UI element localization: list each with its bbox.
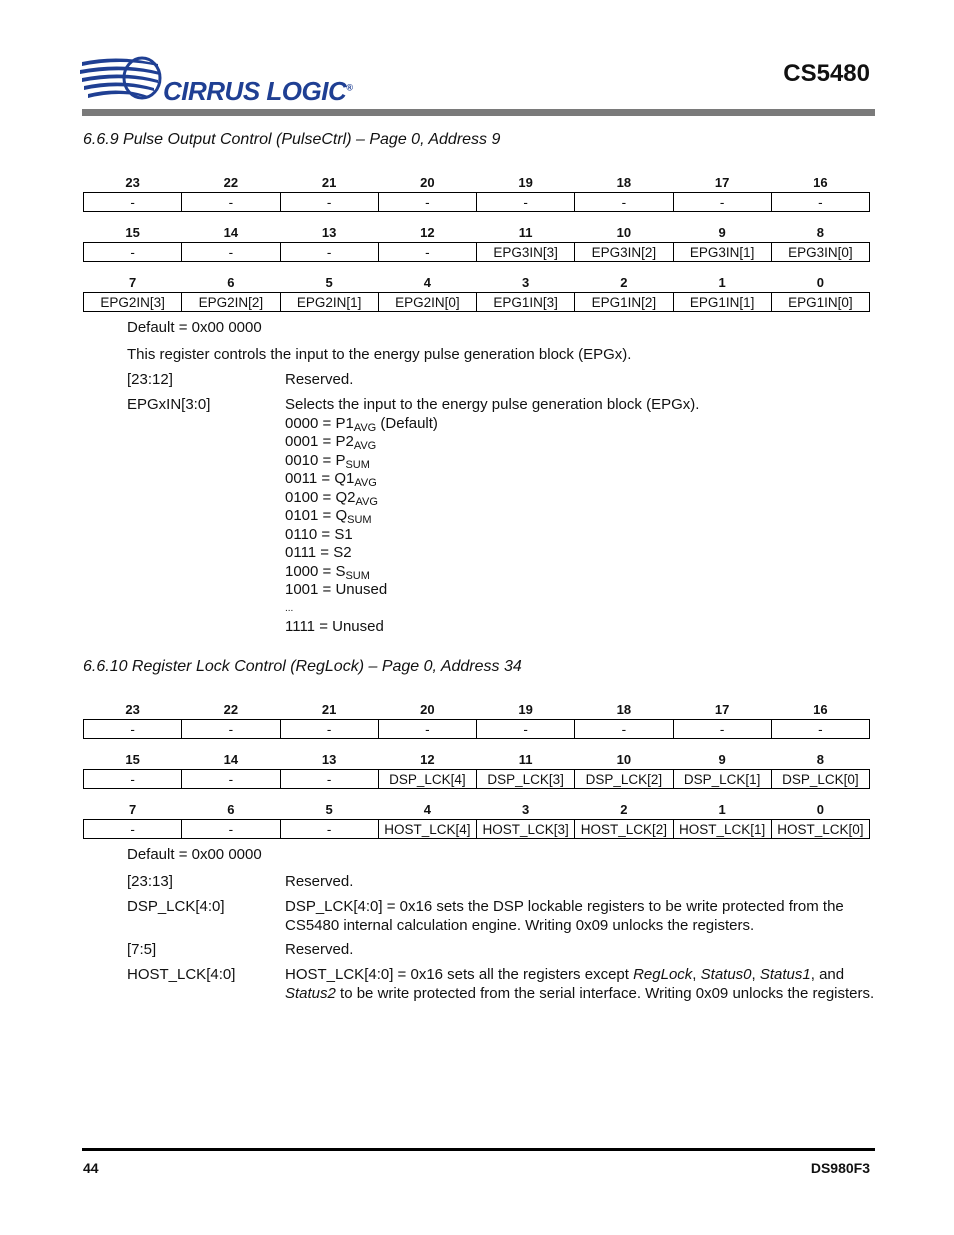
bit-field-cell: - [182,193,280,212]
bit-number: 23 [125,702,140,717]
bit-number: 1 [718,275,726,290]
dsp-lck-label: DSP_LCK[4:0] [127,898,225,915]
part-number: CS5480 [783,60,870,87]
option-item: $0010 = P_{SUM}$ [285,451,370,471]
bit-field-cell: - [477,720,575,739]
bit-field-cell: EPG1IN[2] [575,293,673,312]
bit-field-cell: - [378,193,476,212]
bit-field-cell: DSP_LCK[3] [477,770,575,789]
pulsectrl-intro: This register controls the input to the energy pulse generation block (EPGx). [127,346,632,363]
host-lck-label: HOST_LCK[4:0] [127,966,236,983]
bit-number: 8 [816,225,824,240]
option-item: 0111 = S2 [285,544,352,561]
bit-field-cell: HOST_LCK[0] [771,820,869,839]
bit-number: 9 [718,752,726,767]
bit-field-cell: DSP_LCK[1] [673,770,771,789]
bit-field-cell: EPG2IN[0] [378,293,476,312]
bit-number: 6 [227,275,235,290]
bit-number: 4 [423,275,431,290]
bit-field-cell: HOST_LCK[2] [575,820,673,839]
bit-number: 3 [522,275,530,290]
bit-field-cell: - [84,193,182,212]
bit-field-cell: HOST_LCK[1] [673,820,771,839]
bit-number-row [84,745,870,770]
bit-number: 2 [620,802,628,817]
reglock-reserved1-label: [23:13] [127,873,173,890]
bit-field-cell: EPG3IN[0] [771,243,869,262]
option-item: 1001 = Unused [285,581,388,598]
bit-number: 3 [522,802,530,817]
bit-number: 0 [816,802,824,817]
bit-number: 13 [321,752,337,767]
option-list [285,415,875,600]
bit-field-cell: - [771,193,869,212]
bit-field-row [84,293,870,312]
bit-number: 16 [813,702,828,717]
bit-number: 15 [125,752,140,767]
bit-number: 18 [616,175,632,190]
bit-field-cell: - [182,820,280,839]
bit-field-cell: - [84,720,182,739]
bit-field-cell: - [673,720,771,739]
bit-field-cell: - [182,770,280,789]
bit-number: 15 [125,225,140,240]
reglock-reserved2-text: Reserved. [285,941,354,958]
bit-field-cell: EPG3IN[2] [575,243,673,262]
bit-field-cell: DSP_LCK[4] [378,770,476,789]
bit-number: 19 [518,175,533,190]
bit-number: 6 [227,802,235,817]
pulsectrl-field-desc [285,396,875,636]
pulsectrl-register-table [83,168,870,312]
bit-number: 7 [129,802,137,817]
bit-number-row [84,695,870,720]
bit-number: 20 [420,175,435,190]
bit-number: 12 [420,752,435,767]
bit-number: 19 [518,702,533,717]
footer-rule [82,1148,875,1151]
option-item: $0100 = Q2_{AVG}$ [285,488,378,508]
option-ellipsis: ... [285,602,294,614]
bit-number: 8 [816,752,824,767]
bit-field-row [84,193,870,212]
option-item: $0000 = P1_{AVG}$ (Default) [285,414,438,434]
bit-number: 2 [620,275,628,290]
bit-field-cell: - [477,193,575,212]
bit-number: 16 [813,175,828,190]
bit-number: 21 [321,175,337,190]
bit-number: 4 [423,802,431,817]
option-item: $0101 = Q_{SUM}$ [285,507,372,526]
pulsectrl-default: Default = 0x00 0000 [127,319,262,336]
bit-number: 22 [223,175,239,190]
logo-wordmark: CIRRUS LOGIC® [163,76,353,106]
bit-field-cell: EPG2IN[3] [84,293,182,312]
bit-field-cell: EPG2IN[1] [280,293,378,312]
dsp-lck-text: DSP_LCK[4:0] = 0x16 sets the DSP lockable registers to be write protected from the CS5480 internal calculation engine. Writing 0x09 unlocks the registers. [285,898,844,934]
bit-field-cell: EPG2IN[2] [182,293,280,312]
bit-number: 10 [616,752,632,767]
bit-number: 17 [714,175,730,190]
bit-number: 1 [718,802,726,817]
header-rule [82,109,875,116]
option-item: 0110 = S1 [285,525,353,543]
bit-number: 7 [129,275,137,290]
bit-number: 12 [420,225,435,240]
reglock-default: Default = 0x00 0000 [127,846,262,863]
option-item: $0001 = P2_{AVG}$ [285,433,377,452]
bit-number: 14 [223,752,239,767]
bit-field-cell: - [378,720,476,739]
bit-number-row [84,168,870,193]
bit-field-cell: EPG1IN[3] [477,293,575,312]
bit-field-cell: DSP_LCK[2] [575,770,673,789]
bit-number: 11 [518,225,533,240]
reglock-reserved1-text: Reserved. [285,873,354,890]
bit-field-row [84,770,870,789]
document-number: DS980F3 [810,1160,870,1176]
bit-field-cell: - [182,243,280,262]
bit-field-cell: - [575,193,673,212]
bit-field-cell: - [771,720,869,739]
bit-field-row [84,820,870,839]
bit-field-row [84,243,870,262]
bit-number: 18 [616,702,632,717]
bit-number: 9 [718,225,726,240]
bit-field-cell: - [84,770,182,789]
pulsectrl-reserved-text: Reserved. [285,371,354,388]
pulsectrl-field-label: EPGxIN[3:0] [127,396,211,413]
bit-field-cell: - [280,820,378,839]
field-text: Selects the input to the energy pulse generation block (EPGx). [285,396,700,413]
bit-field-cell: - [280,770,378,789]
bit-field-cell: HOST_LCK[4] [378,820,476,839]
bit-field-cell: HOST_LCK[3] [477,820,575,839]
bit-number: 13 [321,225,337,240]
bit-field-cell: - [378,243,476,262]
bit-field-cell: - [182,720,280,739]
bit-number: 11 [518,752,533,767]
bit-field-cell: - [280,243,378,262]
bit-field-cell: - [84,243,182,262]
option-item: $1000 = S_{SUM}$ [285,562,370,582]
bit-number-row [84,268,870,293]
bit-number: 10 [616,225,632,240]
bit-number: 5 [325,802,333,817]
bit-number: 5 [325,275,333,290]
bit-field-cell: EPG3IN[3] [477,243,575,262]
bit-field-cell: EPG3IN[1] [673,243,771,262]
bit-number: 23 [125,175,140,190]
bit-field-cell: - [575,720,673,739]
bit-number: 17 [714,702,730,717]
bit-number: 22 [223,702,239,717]
bit-number: 20 [420,702,435,717]
option-item: $0011 = Q1_{AVG}$ [285,470,377,489]
bit-field-cell: - [280,720,378,739]
section-title-pulsectrl: 6.6.9 Pulse Output Control (PulseCtrl) – Page 0, Address 9 [83,131,501,148]
bit-field-row [84,720,870,739]
section-title-reglock: 6.6.10 Register Lock Control (RegLock) – Page 0, Address 34 [83,658,522,675]
bit-field-cell: DSP_LCK[0] [771,770,869,789]
option-last: 1111 = Unused [285,617,384,635]
bit-field-cell: EPG1IN[1] [673,293,771,312]
bit-number: 0 [816,275,824,290]
bit-field-cell: - [280,193,378,212]
reglock-register-table [83,695,870,839]
pulsectrl-reserved-label: [23:12] [127,371,173,388]
bit-number: 14 [223,225,239,240]
host-lck-text: HOST_LCK[4:0] = 0x16 sets all the registers except RegLock, Status0, Status1, and Status2 to be write protected from the serial interface. Writing 0x09 unlocks the registers. [285,966,875,1002]
bit-field-cell: EPG1IN[0] [771,293,869,312]
reglock-reserved2-label: [7:5] [127,941,157,958]
bit-number: 21 [321,702,337,717]
bit-field-cell: - [673,193,771,212]
bit-number-row [84,218,870,243]
page-number: 44 [83,1160,99,1176]
bit-field-cell: - [84,820,182,839]
bit-number-row [84,795,870,820]
